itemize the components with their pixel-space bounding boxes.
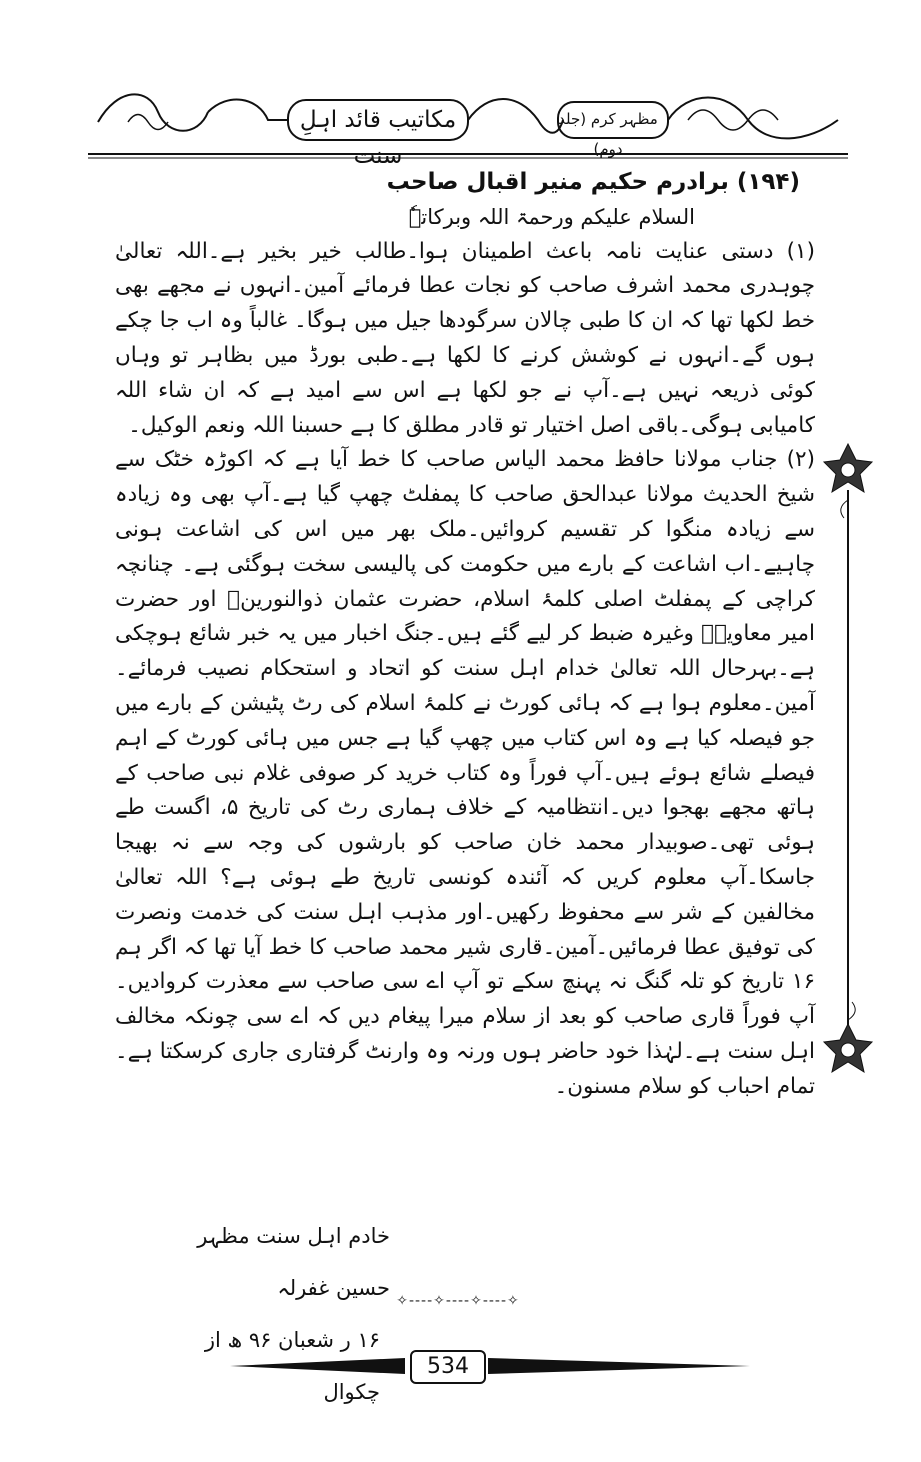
page-footer (230, 1346, 750, 1386)
signature-date: ۱۶ ر شعبان ۹۶ ھ از چکوال (204, 1328, 380, 1404)
greeting: السلام علیکم ورحمۃ اللہ وبرکاتہٗ (408, 204, 695, 229)
signature-name: خادم اہل سنت مظہر حسین غفرلہ (197, 1224, 390, 1300)
letter-heading (115, 165, 815, 200)
margin-ornament (818, 440, 878, 1080)
ornamental-border (88, 82, 848, 169)
addressee: برادرم حکیم منیر اقبال صاحب (386, 169, 729, 195)
footer-ornament (230, 1346, 750, 1386)
paragraph-2: (۲) جناب مولانا حافظ محمد الیاس صاحب کا خط آیا ہے کہ اکوڑہ خٹک سے شیخ الحدیث مولانا عبدالحق صاحب کا پمفلٹ چھپ گیا ہے۔آپ بھی وہ زیادہ سے زیادہ منگوا کر تقسیم کروائیں۔ملک بھر میں اس کی اشاعت ہونی چاہیے۔اب اشاعت کے بارے میں حکومت کی پالیسی سخت ہوگئی ہے۔ چنانچہ کراچی کے پمفلٹ اصلی کلمۂ اسلام، حضرت عثمان ذوالنورینؓ اور حضرت امیر معاویہؓ وغیرہ ضبط کر لیے گئے ہیں۔جنگ اخبار میں یہ خبر شائع ہوچکی ہے۔بہرحال اللہ تعالیٰ خدام اہل سنت کو اتحاد و استحکام نصیب فرمائے۔آمین۔معلوم ہوا ہے کہ ہائی کورٹ نے کلمۂ اسلام کی رٹ پٹیشن کے بارے میں جو فیصلہ کیا ہے وہ اس کتاب میں چھپ گیا ہے جس میں ہائی کورٹ کے اہم فیصلے شائع ہوئے ہیں۔آپ فوراً وہ کتاب خرید کر صوفی غلام نبی صاحب کے ہاتھ مجھے بھجوا دیں۔انتظامیہ کے خلاف ہماری رٹ کی تاریخ ۵، اگست طے ہوئی تھی۔صوبیدار محمد خان صاحب کو بارشوں کی وجہ سے نہ بھیجا جاسکا۔آپ معلوم کریں کہ آئندہ کونسی تاریخ طے ہوئی ہے؟ اللہ تعالیٰ مخالفین کے شر سے محفوظ رکھیں۔اور مذہب اہل سنت کی خدمت ونصرت کی توفیق عطا فرمائیں۔آمین۔قاری شیر محمد صاحب کا خط آیا تھا کہ اگر ہم ۱۶ تاریخ کو تلہ گنگ نہ پہنچ سکے تو آپ اے سی صاحب سے معذرت کروادیں۔آپ فوراً قاری صاحب کو بعد از سلام میرا پیغام دیں کہ اے سی چونکہ مخالف اہل سنت ہے۔لہٰذا خود حاضر ہوں ورنہ وہ وارنٹ گرفتاری جاری کرسکتا ہے۔تمام احباب کو سلام مسنون۔ (115, 447, 815, 1099)
page-number: 534 (410, 1350, 486, 1384)
signature-block (160, 1210, 390, 1418)
series-title: مظہر کرم (جلد دوم) (558, 110, 658, 158)
book-title: مکاتیب قائد اہلِ سنت (299, 107, 457, 169)
section-divider: ✧----✧----✧----✧ (396, 1293, 520, 1309)
page-header (88, 82, 848, 169)
paragraph-1: (۱) دستی عنایت نامہ باعث اطمینان ہوا۔طالب خیر بخیر ہے۔اللہ تعالیٰ چوہدری محمد اشرف صاحب کو نجات عطا فرمائے آمین۔انہوں نے مجھے بھی خط لکھا تھا کہ ان کا طبی چالان سرگودھا جیل میں ہوگا۔ غالباً وہ اب جا چکے ہوں گے۔انہوں نے کوشش کرنے کا لکھا ہے۔طبی بورڈ میں بظاہر تو وہاں کوئی ذریعہ نہیں ہے۔آپ نے جو لکھا ہے اس سے امید ہے کہ ان شاء اللہ کامیابی ہوگی۔باقی اصل اختیار تو قادر مطلق کا ہے حسبنا اللہ ونعم الوکیل۔ (115, 238, 815, 438)
letter-number: (۱۹۴) (736, 169, 800, 195)
letter-body (115, 165, 815, 1105)
vine-ornament-icon (818, 440, 878, 1080)
